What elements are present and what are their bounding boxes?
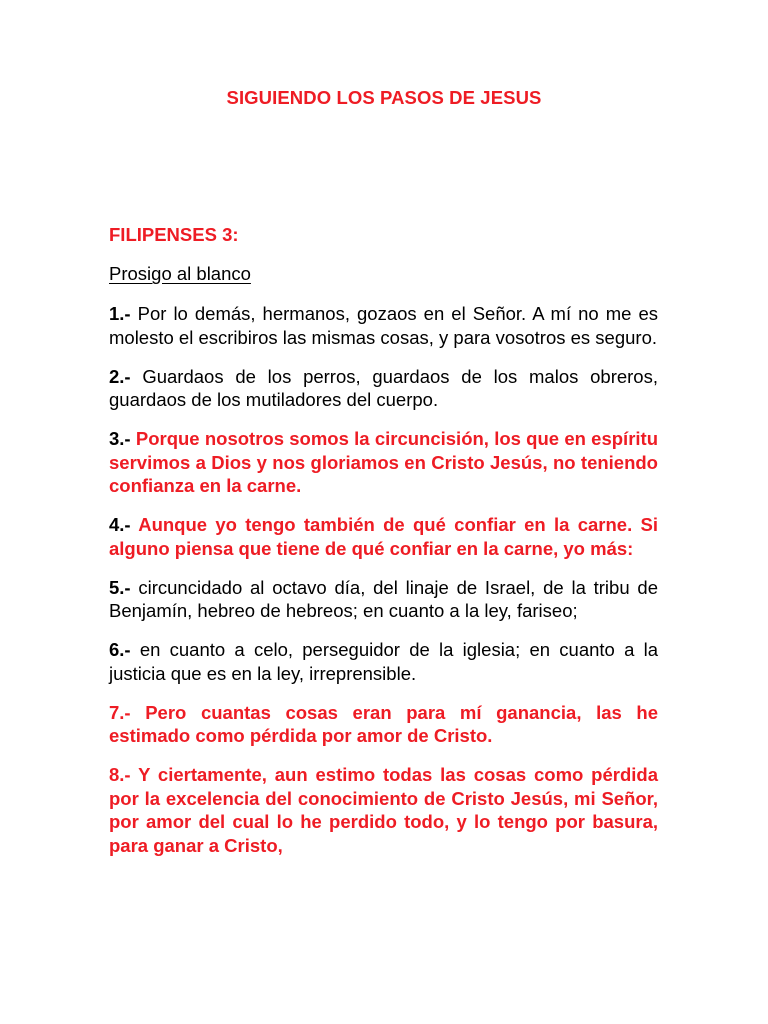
verse-text: Y ciertamente, aun estimo todas las cosas como pérdida por la excelencia del conocimiento de Cristo Jesús, mi Señor, por amor del cual lo he perdido todo, y lo tengo por basura, para ganar a Cristo, bbox=[109, 764, 658, 856]
verse-number: 3.- bbox=[109, 428, 136, 449]
verse-3 bbox=[109, 427, 658, 498]
verse-1 bbox=[109, 302, 658, 349]
verse-list bbox=[109, 302, 658, 873]
verse-number: 2.- bbox=[109, 365, 143, 387]
verse-text: Guardaos de los perros, guardaos de los malos obreros, guardaos de los mutiladores del cuerpo. bbox=[109, 365, 658, 410]
verse-8 bbox=[109, 763, 658, 857]
verse-text: Porque nosotros somos la circuncisión, los que en espíritu servimos a Dios y nos gloriamos en Cristo Jesús, no teniendo confianza en la carne. bbox=[109, 428, 658, 496]
verse-4 bbox=[109, 513, 658, 560]
verse-text: Pero cuantas cosas eran para mí ganancia, las he estimado como pérdida por amor de Cristo. bbox=[109, 701, 658, 746]
verse-5 bbox=[109, 576, 658, 623]
verse-number: 8.- bbox=[109, 764, 139, 785]
verse-number: 7.- bbox=[109, 701, 146, 723]
page-title: SIGUIENDO LOS PASOS DE JESUS bbox=[226, 87, 542, 108]
verse-number: 1.- bbox=[109, 303, 138, 324]
verse-text: circuncidado al octavo día, del linaje de Israel, de la tribu de Benjamín, hebreo de hebreos; en cuanto a la ley, fariseo; bbox=[109, 576, 658, 621]
verse-number: 5.- bbox=[109, 576, 139, 598]
verse-text: Aunque yo tengo también de qué confiar en la carne. Si alguno piensa que tiene de qué confiar en la carne, yo más: bbox=[109, 514, 659, 559]
verse-2 bbox=[109, 365, 658, 412]
verse-7 bbox=[109, 701, 658, 748]
verse-text: en cuanto a celo, perseguidor de la iglesia; en cuanto a la justicia que es en la ley, irreprensible. bbox=[109, 639, 658, 684]
verse-number: 6.- bbox=[109, 639, 140, 660]
section-subtitle: Prosigo al blanco bbox=[109, 263, 251, 284]
verse-number: 4.- bbox=[109, 514, 139, 535]
chapter-heading: FILIPENSES 3: bbox=[109, 224, 239, 245]
verse-6 bbox=[109, 638, 658, 685]
verse-text: Por lo demás, hermanos, gozaos en el Señor. A mí no me es molesto el escribiros las mismas cosas, y para vosotros es seguro. bbox=[109, 303, 658, 348]
